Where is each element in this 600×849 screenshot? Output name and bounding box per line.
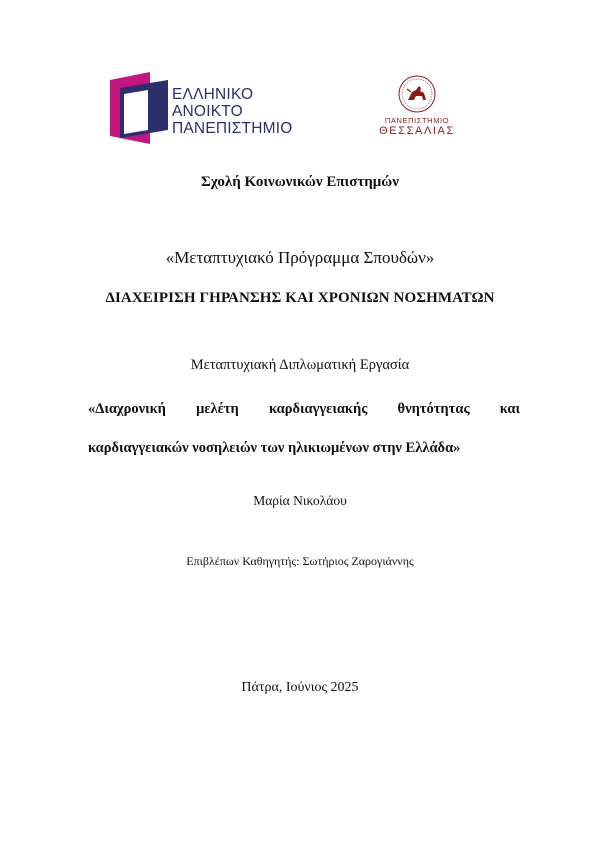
program-title: ΔΙΑΧΕΙΡΙΣΗ ΓΗΡΑΝΣΗΣ ΚΑΙ ΧΡΟΝΙΩΝ ΝΟΣΗΜΑΤΩΝ (105, 290, 495, 306)
thessaly-seal-icon (397, 74, 437, 114)
thesis-title-word: και (499, 401, 520, 417)
thesis-title-word: «Διαχρονική (88, 401, 166, 417)
place-date: Πάτρα, Ιούνιος 2025 (241, 680, 359, 695)
eap-logo-line-1: ΕΛΛΗΝΙΚΟ (172, 86, 254, 103)
thesis-title-line-1 (88, 390, 520, 429)
supervisor: Επιβλέπων Καθηγητής: Σωτήριος Ζαρογιάννης (186, 554, 414, 568)
thesis-title-word: θνητότητας (397, 401, 470, 417)
university-of-thessaly-logo (362, 74, 472, 140)
uth-logo-line-2: ΘΕΣΣΑΛΙΑΣ (379, 125, 455, 137)
eap-logo-line-3: ΠΑΝΕΠΙΣΤΗΜΙΟ (172, 120, 293, 137)
thesis-title (88, 390, 520, 468)
thesis-title-word: καρδιαγγειακής (268, 401, 368, 417)
thesis-title-line-2: καρδιαγγειακών νοσηλειών των ηλικιωμένων στην Ελλάδα» (88, 440, 461, 456)
uth-logo-line-1: ΠΑΝΕΠΙΣΤΗΜΙΟ (384, 116, 450, 125)
hellenic-open-university-logo (110, 72, 310, 144)
eap-logo-text (172, 86, 292, 137)
school-name: Σχολή Κοινωνικών Επιστημών (201, 174, 399, 190)
eap-logo-line-2: ΑΝΟΙΚΤΟ (172, 103, 243, 120)
thesis-title-word: μελέτη (196, 401, 239, 417)
thesis-type: Μεταπτυχιακή Διπλωματική Εργασία (190, 357, 410, 373)
author-name: Μαρία Νικολάου (253, 493, 347, 508)
eap-emblem-icon (110, 72, 168, 144)
program-name: «Μεταπτυχιακό Πρόγραμμα Σπουδών» (165, 248, 435, 267)
